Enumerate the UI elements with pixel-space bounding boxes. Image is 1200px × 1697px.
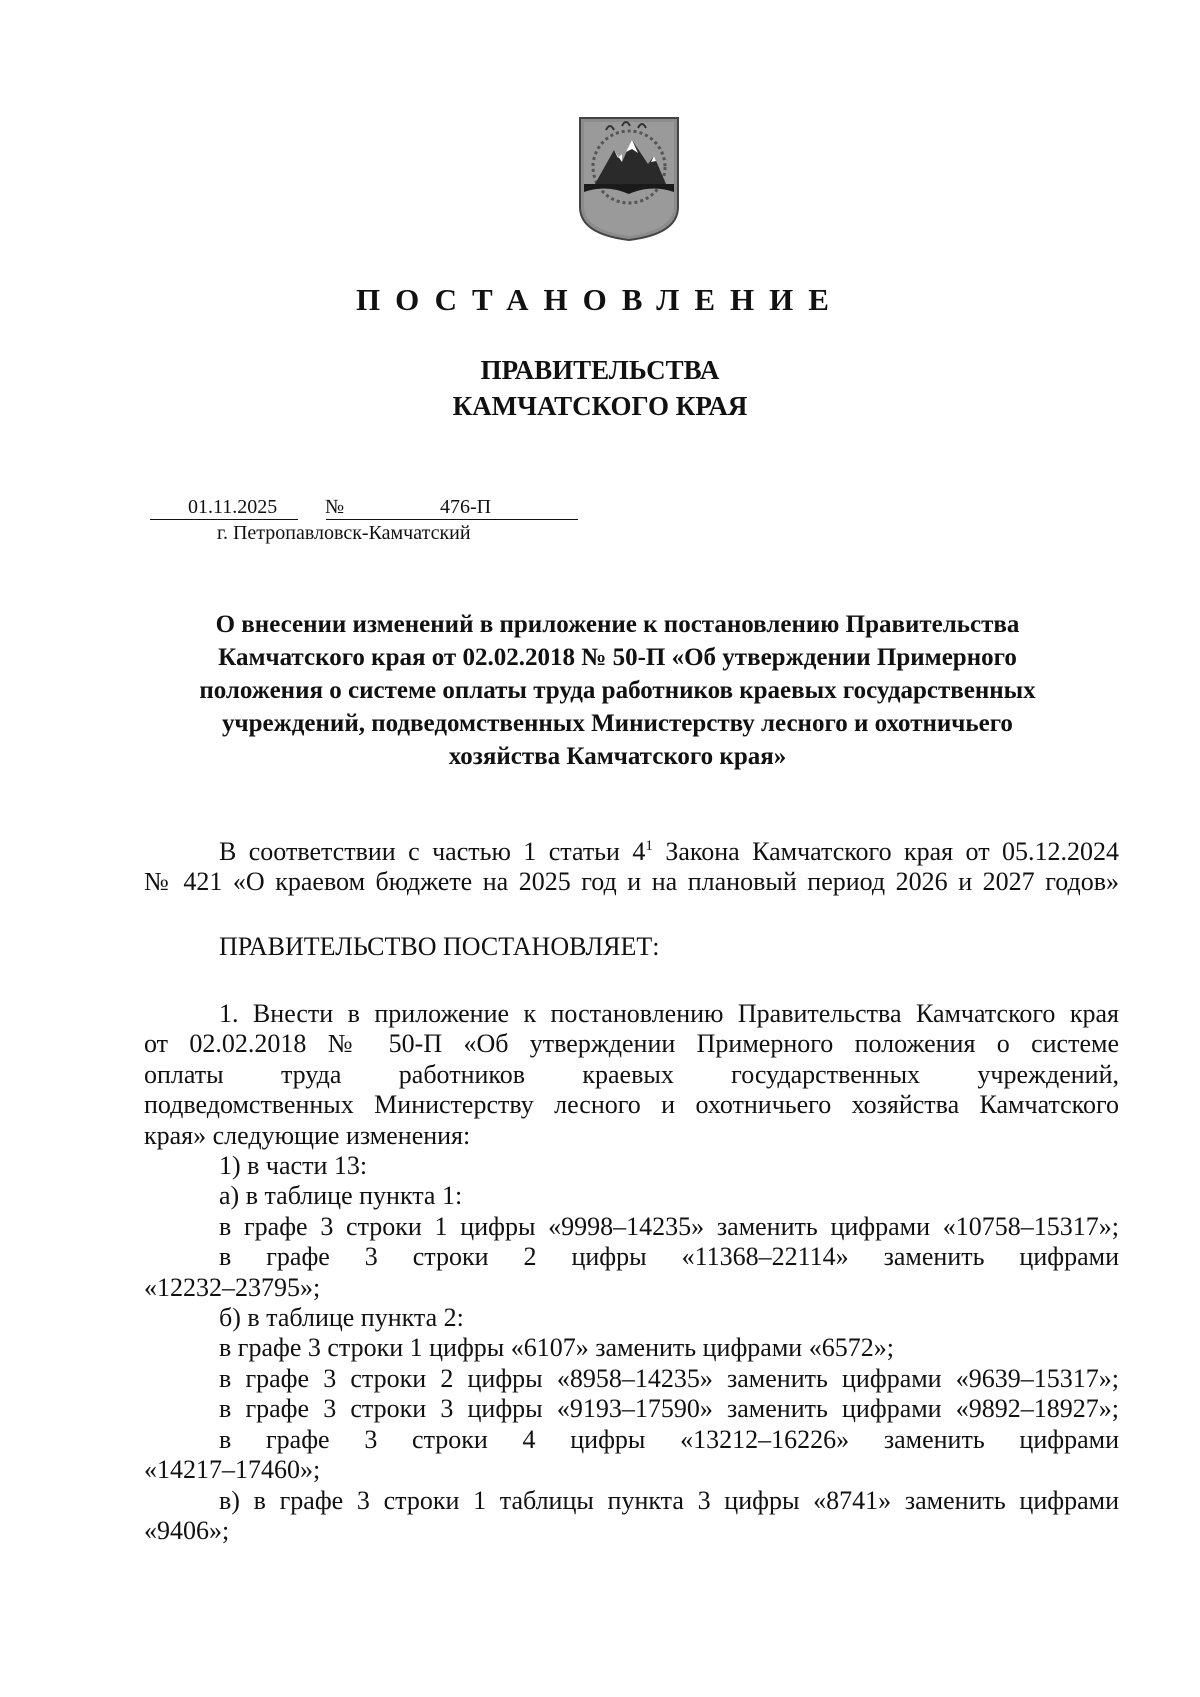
title-line: положения о системе оплаты труда работников краевых государственных <box>199 677 1036 704</box>
item-line: 1. Внести в приложение к постановлению Правительства Камчатского края <box>219 999 1119 1028</box>
change-line: в графе 3 строки 3 цифры «9193–17590» заменить цифрами «9892–18927»; <box>219 1394 1119 1424</box>
document-date: 01.11.2025 <box>188 496 278 518</box>
change-line: «14217–17460»; <box>144 1455 321 1485</box>
issuer-heading <box>0 352 1200 424</box>
date-number-line <box>150 491 578 520</box>
title-line: О внесении изменений в приложение к постановлению Правительства <box>215 611 1020 638</box>
document-place: г. Петропавловск-Камчатский <box>217 522 471 544</box>
issuer-line-1: ПРАВИТЕЛЬСТВА <box>480 355 720 385</box>
change-line: «12232–23795»; <box>144 1272 321 1302</box>
change-line: в графе 3 строки 2 цифры «8958–14235» заменить цифрами «9639–15317»; <box>219 1363 1119 1393</box>
item-line: оплаты труда работников краевых государственных учреждений, <box>144 1059 1119 1089</box>
change-line: в графе 3 строки 2 цифры «11368–22114» заменить цифрами <box>219 1242 1119 1272</box>
resolves-block <box>144 932 1119 962</box>
change-line: 1) в части 13: <box>219 1151 368 1181</box>
change-line: в графе 3 строки 1 цифры «9998–14235» заменить цифрами «10758–15317»; <box>219 1211 1119 1241</box>
title-line: хозяйства Камчатского края» <box>448 743 787 770</box>
preamble <box>144 837 1119 898</box>
change-line: в графе 3 строки 1 цифры «6107» заменить цифрами «6572»; <box>219 1333 894 1363</box>
number-label: № <box>325 496 345 518</box>
change-line: «9406»; <box>144 1515 230 1545</box>
issuer-line-2: КАМЧАТСКОГО КРАЯ <box>452 391 748 421</box>
title-line: учреждений, подведомственных Министерству лесного и охотничьего <box>222 710 1013 737</box>
preamble-line-1 <box>144 837 1119 867</box>
item-line: подведомственных Министерству лесного и охотничьего хозяйства Камчатского <box>144 1090 1119 1120</box>
change-line: б) в таблице пункта 2: <box>219 1303 464 1333</box>
item-1 <box>144 999 1119 1546</box>
resolves-statement: ПРАВИТЕЛЬСТВО ПОСТАНОВЛЯЕТ: <box>219 932 660 961</box>
document-number: 476-П <box>440 496 492 518</box>
preamble-line-2: № 421 «О краевом бюджете на 2025 год и на плановый период 2026 и 2027 годов» <box>144 867 1119 897</box>
change-line: в) в графе 3 строки 1 таблицы пункта 3 цифры «8741» заменить цифрами <box>219 1485 1119 1515</box>
kamchatka-coat-of-arms-icon <box>576 112 682 242</box>
preamble-text: В соответствии с частью 1 статьи 4 <box>219 837 646 866</box>
change-line: в графе 3 строки 4 цифры «13212–16226» заменить цифрами <box>219 1424 1119 1454</box>
article-superscript: 1 <box>645 838 653 854</box>
title-line: Камчатского края от 02.02.2018 № 50-П «Об утверждении Примерного <box>218 644 1017 671</box>
document-type-heading: ПОСТАНОВЛЕНИЕ <box>356 282 844 317</box>
change-line: а) в таблице пункта 1: <box>219 1181 463 1211</box>
document-title <box>150 608 1085 773</box>
item-line: от 02.02.2018 № 50-П «Об утверждении Примерного положения о системе <box>144 1029 1119 1059</box>
item-line: края» следующие изменения: <box>144 1120 471 1150</box>
preamble-text: Закона Камчатского края от 05.12.2024 <box>652 837 1120 866</box>
underline-gap <box>298 517 326 520</box>
